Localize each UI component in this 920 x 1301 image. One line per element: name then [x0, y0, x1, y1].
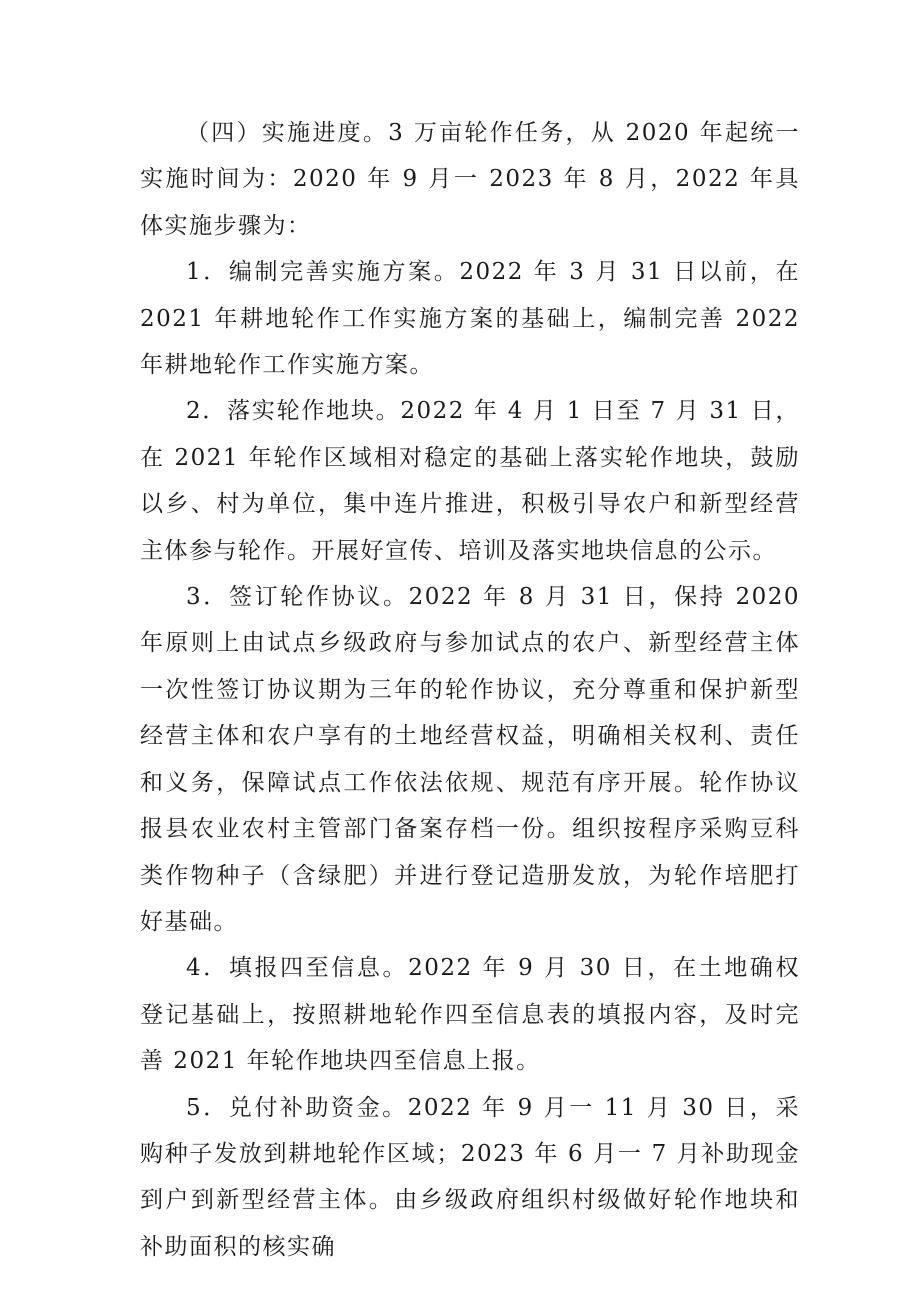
- document-body: [140, 110, 800, 1270]
- step-2-paragraph: 2．落实轮作地块。2022 年 4 月 1 日至 7 月 31 日，在 2021 年轮作区域相对稳定的基础上落实轮作地块，鼓励以乡、村为单位，集中连片推进，积极引导农户和新型经营主体参与轮作。开展好宣传、培训及落实地块信息的公示。: [140, 398, 800, 564]
- section-implementation-schedule: （四）实施进度。3 万亩轮作任务，从 2020 年起统一实施时间为：2020 年 9 月一 2023 年 8 月，2022 年具体实施步骤为：: [140, 120, 800, 239]
- step-1-paragraph: 1．编制完善实施方案。2022 年 3 月 31 日以前，在 2021 年耕地轮作工作实施方案的基础上，编制完善 2022 年耕地轮作工作实施方案。: [140, 259, 800, 379]
- step-5-paragraph: 5．兑付补助资金。2022 年 9 月一 11 月 30 日，采购种子发放到耕地轮作区域；2023 年 6 月一 7 月补助现金到户到新型经营主体。由乡级政府组织村级做好轮作地块和补助面积的核实确: [140, 1094, 800, 1260]
- step-3-paragraph: 3．签订轮作协议。2022 年 8 月 31 日，保持 2020 年原则上由试点乡级政府与参加试点的农户、新型经营主体一次性签订协议期为三年的轮作协议，充分尊重和保护新型经营主体和农户享有的土地经营权益，明确相关权利、责任和义务，保障试点工作依法依规、规范有序开展。轮作协议报县农业农村主管部门备案存档一份。组织按程序采购豆科类作物种子（含绿肥）并进行登记造册发放，为轮作培肥打好基础。: [140, 584, 800, 935]
- step-4-paragraph: 4．填报四至信息。2022 年 9 月 30 日，在土地确权登记基础上，按照耕地轮作四至信息表的填报内容，及时完善 2021 年轮作地块四至信息上报。: [140, 955, 800, 1075]
